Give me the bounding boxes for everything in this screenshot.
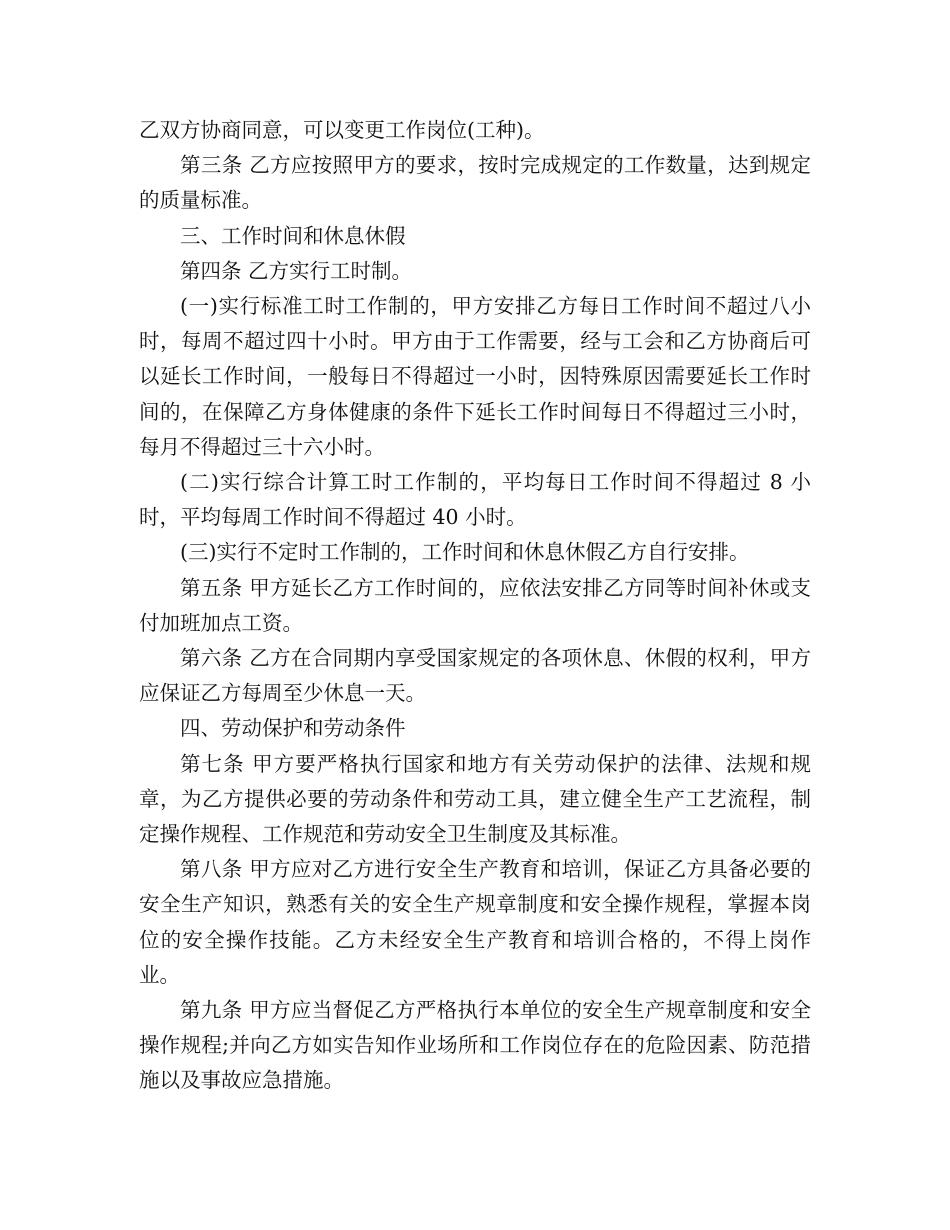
paragraph-continuation: 乙双方协商同意，可以变更工作岗位(工种)。 — [139, 118, 545, 142]
article-9: 第九条 甲方应当督促乙方严格执行本单位的安全生产规章制度和安全操作规程;并向乙方如实告知作业场所和工作岗位存在的危险因素、防范措施以及事故应急措施。 — [139, 998, 811, 1093]
article-4-item-2: (二)实行综合计算工时工作制的，平均每日工作时间不得超过 8 小时，平均每周工作时间不得超过 40 小时。 — [139, 470, 811, 530]
article-4-item-3: (三)实行不定时工作制的，工作时间和休息休假乙方自行安排。 — [180, 540, 750, 565]
article-8: 第八条 甲方应对乙方进行安全生产教育和培训，保证乙方具备必要的安全生产知识，熟悉有关的安全生产规章制度和安全操作规程，掌握本岗位的安全操作技能。乙方未经安全生产教育和培训合格的，不得上岗作业。 — [139, 857, 811, 987]
section-heading-work-hours: 三、工作时间和休息休假 — [180, 223, 406, 248]
article-6: 第六条 乙方在合同期内享受国家规定的各项休息、休假的权利，甲方应保证乙方每周至少休息一天。 — [139, 646, 811, 706]
article-5: 第五条 甲方延长乙方工作时间的，应依法安排乙方同等时间补休或支付加班加点工资。 — [139, 575, 811, 635]
article-4-item-1: (一)实行标准工时工作制的，甲方安排乙方每日工作时间不超过八小时，每周不超过四十小时。甲方由于工作需要，经与工会和乙方协商后可以延长工作时间，一般每日不得超过一小时，因特殊原因需要延长工作时间的，在保障乙方身体健康的条件下延长工作时间每日不得超过三小时，每月不得超过三十六小时。 — [139, 294, 811, 459]
article-7: 第七条 甲方要严格执行国家和地方有关劳动保护的法律、法规和规章，为乙方提供必要的劳动条件和劳动工具，建立健全生产工艺流程，制定操作规程、工作规范和劳动安全卫生制度及其标准。 — [139, 751, 811, 847]
article-4: 第四条 乙方实行工时制。 — [180, 258, 413, 283]
section-heading-labor-protection: 四、劳动保护和劳动条件 — [180, 716, 406, 741]
article-3: 第三条 乙方应按照甲方的要求，按时完成规定的工作数量，达到规定的质量标准。 — [139, 153, 811, 213]
